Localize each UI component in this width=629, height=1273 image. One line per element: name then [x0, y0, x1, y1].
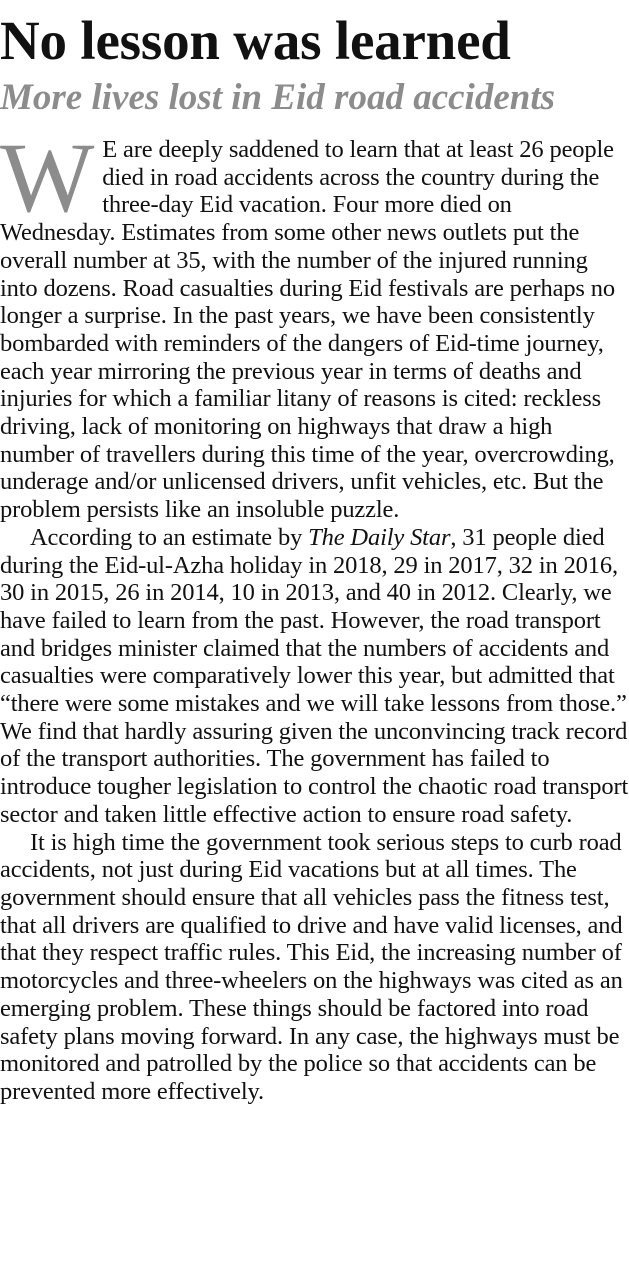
headline: No lesson was learned: [0, 10, 511, 71]
paragraph-1: [0, 122, 629, 524]
paragraph-3: It is high time the government took serious steps to curb road accidents, not just during Eid vacations but at all times. The government should ensure that all vehicles pass the fitness test, that all drivers are qualified to drive and have valid licenses, and that they respect traffic rules. This Eid, the increasing number of motorcycles and three-wheelers on the highways was cited as an emerging problem. These things should be factored into road safety plans moving forward. In any case, the highways must be monitored and patrolled by the police so that accidents can be prevented more effectively.: [0, 828, 623, 1105]
drop-cap: W: [0, 122, 95, 233]
subheadline: More lives lost in Eid road accidents: [0, 77, 555, 118]
paragraph-2: [0, 524, 629, 829]
paragraph-2-lead: According to an estimate by: [30, 523, 309, 551]
paragraph-2-text: , 31 people died during the Eid-ul-Azha holiday in 2018, 29 in 2017, 32 in 2016, 30 in 2015, 26 in 2014, 10 in 2013, and 40 in 2012. Clearly, we have failed to learn from the past. However, the road transport and bridges minister claimed that the numbers of accidents and casualties were comparatively lower this year, but admitted that “there were some mistakes and we will take lessons from those.” We find that hardly assuring given the unconvincing track record of the transport authorities. The government has failed to introduce tougher legislation to control the chaotic road transport sector and taken little effective action to ensure road safety.: [0, 523, 629, 828]
publication-name: The Daily Star: [308, 523, 451, 551]
article-body: [0, 122, 629, 1106]
paragraph-1-text: E are deeply saddened to learn that at least 26 people died in road accidents across the country during the three-day Eid vacation. Four more died on Wednesday. Estimates from some other news outlets put the overall number at 35, with the number of the injured running into dozens. Road casualties during Eid festivals are perhaps no longer a surprise. In the past years, we have been consistently bombarded with reminders of the dangers of Eid-time journey, each year mirroring the previous year in terms of deaths and injuries for which a familiar litany of reasons is cited: reckless driving, lack of monitoring on highways that draw a high number of travellers during this time of the year, overcrowding, underage and/or unlicensed drivers, unfit vehicles, etc. But the problem persists like an insoluble puzzle.: [0, 136, 615, 524]
